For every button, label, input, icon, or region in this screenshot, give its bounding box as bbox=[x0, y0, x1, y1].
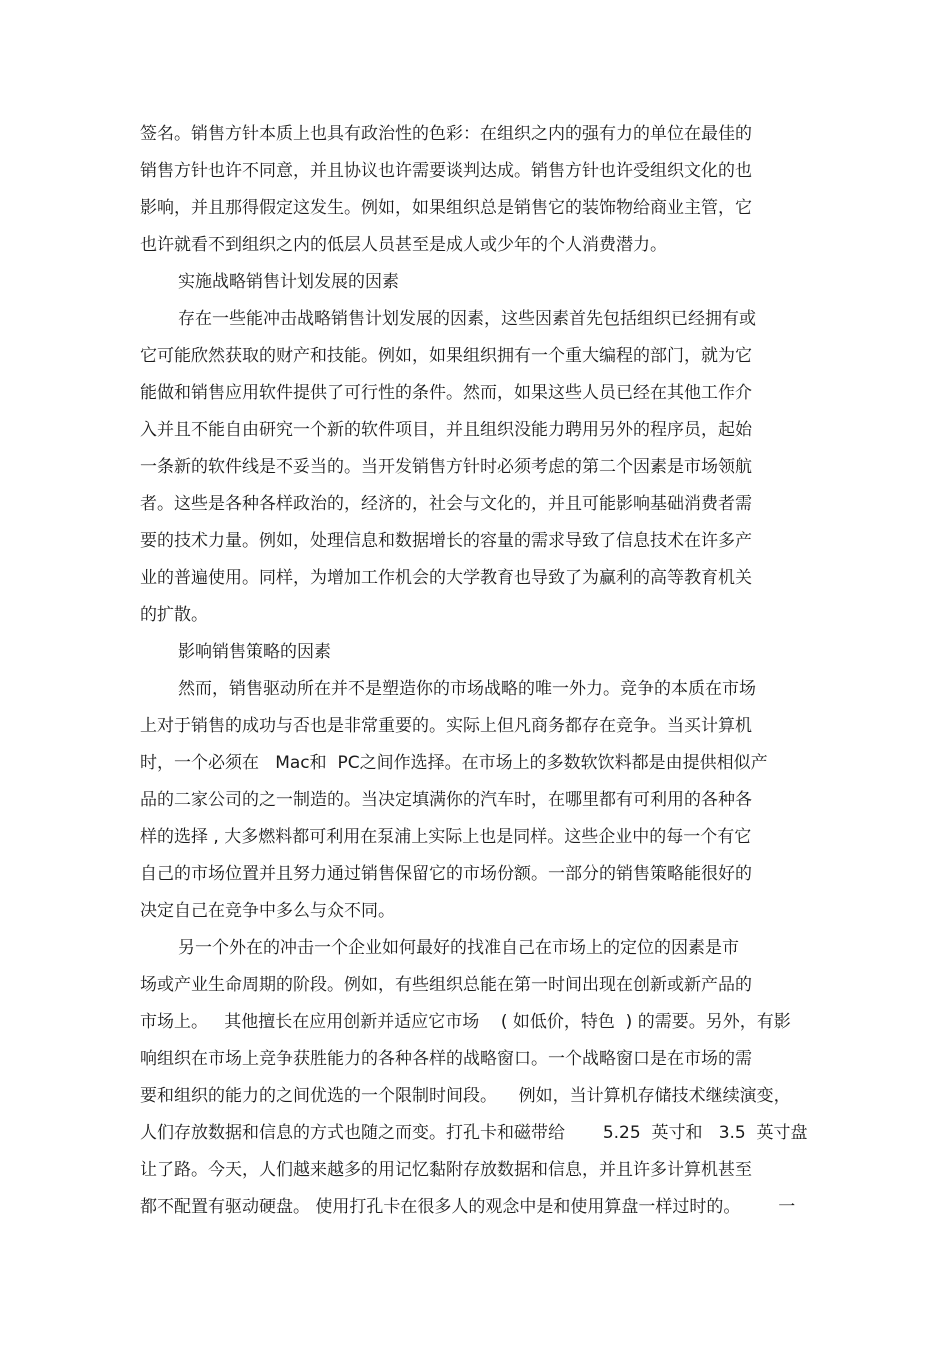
text-line: 市场上。 其他擅长在应用创新并适应它市场 ( 如低价，特色 ) 的需要。另外，有影 bbox=[140, 1012, 791, 1032]
text-line: 签名。销售方针本质上也具有政治性的色彩：在组织之内的强有力的单位在最佳的 bbox=[140, 124, 752, 144]
text-line: 样的选择 , 大多燃料都可利用在泵浦上实际上也是同样。这些企业中的每一个有它 bbox=[140, 827, 752, 847]
text-line: 一条新的软件线是不妥当的。当开发销售方针时必须考虑的第二个因素是市场领航 bbox=[140, 457, 752, 477]
text-line: 要和组织的能力的之间优选的一个限制时间段。 例如，当计算机存储技术继续演变， bbox=[140, 1086, 791, 1106]
text-line: 业的普遍使用。同样，为增加工作机会的大学教育也导致了为赢利的高等教育机关 bbox=[140, 568, 752, 588]
text-line: 响组织在市场上竞争获胜能力的各种各样的战略窗口。一个战略窗口是在市场的需 bbox=[140, 1049, 752, 1069]
text-line: 也许就看不到组织之内的低层人员甚至是成人或少年的个人消费潜力。 bbox=[140, 235, 667, 255]
text-line: 要的技术力量。例如，处理信息和数据增长的容量的需求导致了信息技术在许多产 bbox=[140, 531, 752, 551]
text-line: 人们存放数据和信息的方式也随之而变。打孔卡和磁带给 5.25 英寸和 3.5 英寸盘 bbox=[140, 1123, 808, 1143]
text-line: 场或产业生命周期的阶段。例如，有些组织总能在第一时间出现在创新或新产品的 bbox=[140, 975, 752, 995]
text-line: 影响，并且那得假定这发生。例如，如果组织总是销售它的装饰物给商业主管，它 bbox=[140, 198, 752, 218]
text-line: 决定自己在竞争中多么与众不同。 bbox=[140, 901, 395, 921]
text-line: 另一个外在的冲击一个企业如何最好的找准自己在市场上的定位的因素是市 bbox=[178, 938, 739, 958]
section-heading: 实施战略销售计划发展的因素 bbox=[178, 272, 399, 292]
text-line: 入并且不能自由研究一个新的软件项目，并且组织没能力聘用另外的程序员，起始 bbox=[140, 420, 752, 440]
text-line: 上对于销售的成功与否也是非常重要的。实际上但凡商务都存在竞争。当买计算机 bbox=[140, 716, 752, 736]
text-line: 都不配置有驱动硬盘。 使用打孔卡在很多人的观念中是和使用算盘一样过时的。 一 bbox=[140, 1197, 796, 1217]
text-line: 能做和销售应用软件提供了可行性的条件。然而，如果这些人员已经在其他工作介 bbox=[140, 383, 752, 403]
section-heading: 影响销售策略的因素 bbox=[178, 642, 331, 662]
text-line: 者。这些是各种各样政治的，经济的，社会与文化的，并且可能影响基础消费者需 bbox=[140, 494, 752, 514]
text-line: 品的二家公司的之一制造的。当决定填满你的汽车时，在哪里都有可利用的各种各 bbox=[140, 790, 752, 810]
text-line: 让了路。今天，人们越来越多的用记忆黏附存放数据和信息，并且许多计算机甚至 bbox=[140, 1160, 752, 1180]
text-line: 销售方针也许不同意，并且协议也许需要谈判达成。销售方针也许受组织文化的也 bbox=[140, 161, 752, 181]
text-line: 时，一个必须在 Mac和 PC之间作选择。在市场上的多数软饮料都是由提供相似产 bbox=[140, 753, 768, 773]
text-line: 存在一些能冲击战略销售计划发展的因素，这些因素首先包括组织已经拥有或 bbox=[178, 309, 756, 329]
text-line: 它可能欣然获取的财产和技能。例如，如果组织拥有一个重大编程的部门，就为它 bbox=[140, 346, 752, 366]
text-line: 的扩散。 bbox=[140, 605, 208, 625]
text-line: 自己的市场位置并且努力通过销售保留它的市场份额。一部分的销售策略能很好的 bbox=[140, 864, 752, 884]
text-line: 然而，销售驱动所在并不是塑造你的市场战略的唯一外力。竞争的本质在市场 bbox=[178, 679, 756, 699]
